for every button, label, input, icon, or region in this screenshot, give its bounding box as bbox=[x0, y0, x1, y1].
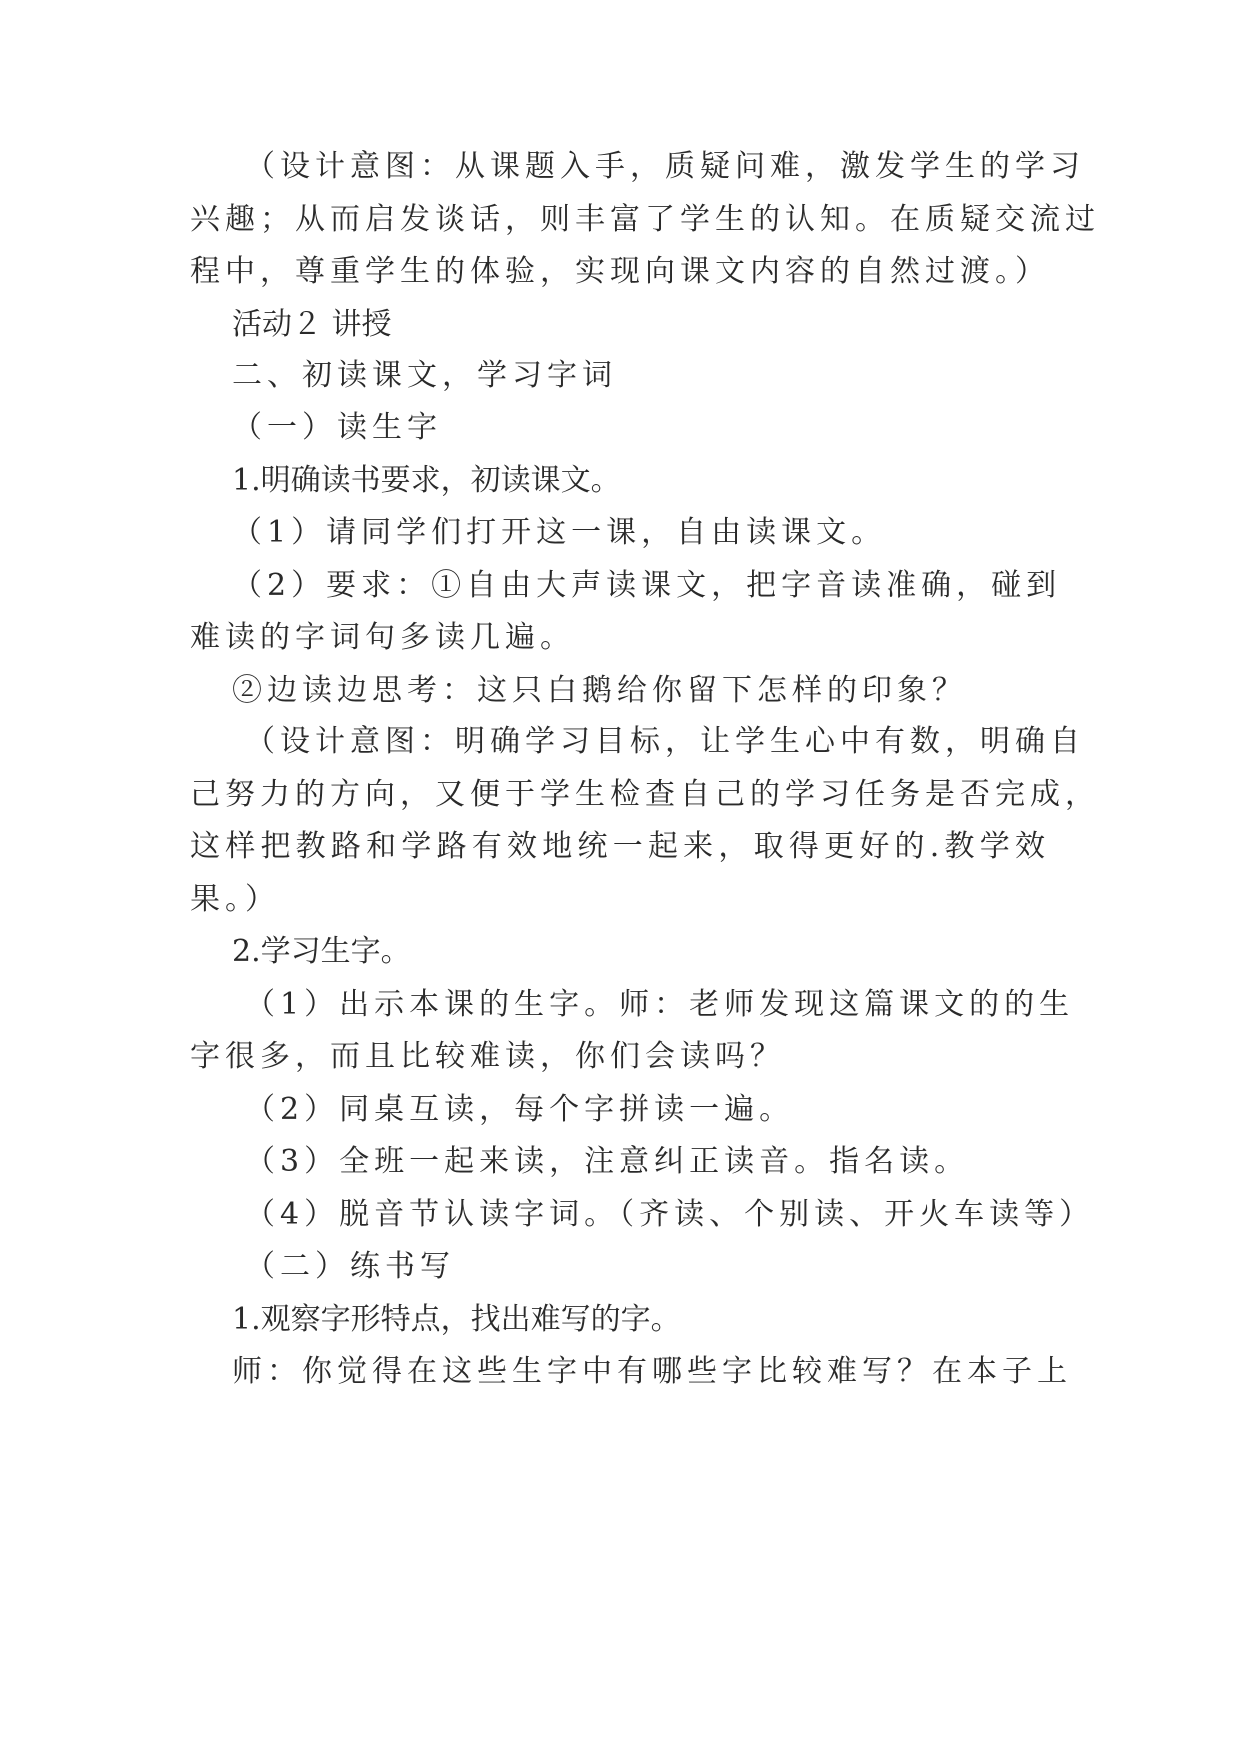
paragraph-line: ②边读边思考：这只白鹅给你留下怎样的印象？ bbox=[232, 673, 967, 708]
subsection-heading: （二）练书写 bbox=[245, 1249, 455, 1284]
paragraph-line: 1.观察字形特点，找出难写的字。 bbox=[232, 1302, 681, 1337]
paragraph-line: 师：你觉得在这些生字中有哪些字比较难写？在本子上 bbox=[232, 1354, 1072, 1389]
paragraph-line: （2）同桌互读，每个字拼读一遍。 bbox=[245, 1092, 795, 1127]
paragraph-line: 这样把教路和学路有效地统一起来，取得更好的.教学效 bbox=[190, 829, 1050, 864]
paragraph-line: 1.明确读书要求，初读课文。 bbox=[232, 463, 621, 498]
section-heading: 活动２ 讲授 bbox=[232, 307, 392, 342]
paragraph-line: （4）脱音节认读字词。（齐读、个别读、开火车读等） bbox=[245, 1197, 1095, 1232]
paragraph-line: （设计意图：明确学习目标，让学生心中有数，明确自 bbox=[245, 724, 1085, 759]
paragraph-line: （设计意图：从课题入手，质疑问难，激发学生的学习 bbox=[245, 149, 1085, 184]
paragraph-line: 字很多，而且比较难读，你们会读吗？ bbox=[190, 1039, 785, 1074]
paragraph-line: （3）全班一起来读，注意纠正读音。指名读。 bbox=[245, 1144, 970, 1179]
paragraph-line: 程中，尊重学生的体验，实现向课文内容的自然过渡。） bbox=[190, 254, 1050, 289]
paragraph-line: （1）出示本课的生字。师：老师发现这篇课文的的生 bbox=[245, 987, 1075, 1022]
paragraph-line: （1）请同学们打开这一课，自由读课文。 bbox=[232, 515, 887, 550]
paragraph-line: 己努力的方向，又便于学生检查自己的学习任务是否完成， bbox=[190, 777, 1100, 812]
paragraph-line: 果。） bbox=[190, 882, 280, 917]
paragraph-line: 2.学习生字。 bbox=[232, 934, 411, 969]
paragraph-line: 兴趣；从而启发谈话，则丰富了学生的认知。在质疑交流过 bbox=[190, 202, 1100, 237]
subsection-heading: （一）读生字 bbox=[232, 410, 442, 445]
paragraph-line: 难读的字词句多读几遍。 bbox=[190, 620, 575, 655]
section-heading: 二、初读课文，学习字词 bbox=[232, 358, 617, 393]
paragraph-line: （2）要求：①自由大声读课文，把字音读准确，碰到 bbox=[232, 568, 1062, 603]
